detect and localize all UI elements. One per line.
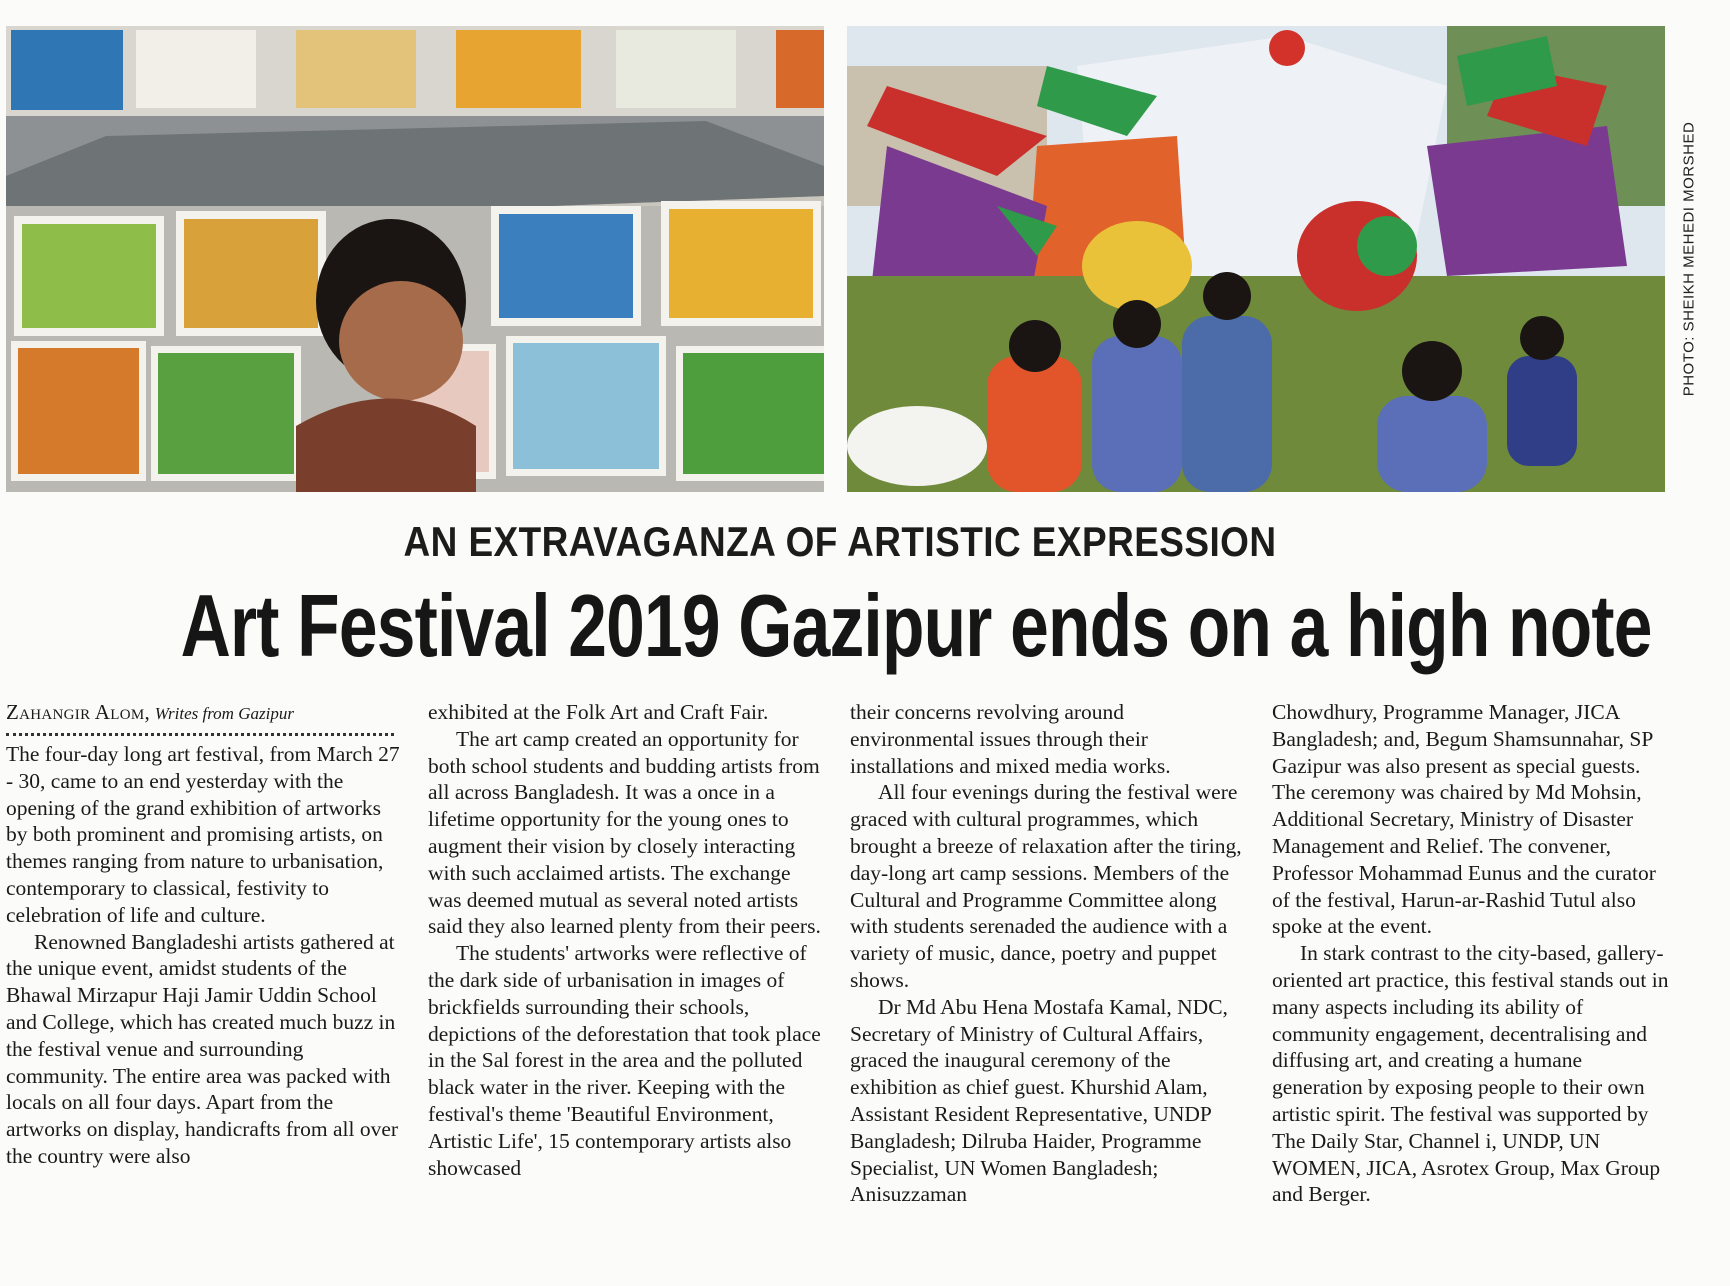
main-headline: Art Festival 2019 Gazipur ends on a high note xyxy=(180,576,1652,675)
author-location: Writes from Gazipur xyxy=(154,704,294,723)
article-column-3 xyxy=(850,699,1250,1208)
article-column-1 xyxy=(6,699,406,1170)
paragraph: The art camp created an opportunity for both school students and budding artists from all across Bangladesh. It was a once in a lifetime opportunity for the young ones to augment their vision by closely interacting with such acclaimed artists. The exchange was deemed mutual as several noted artists said they also learned plenty from their peers. xyxy=(428,726,821,939)
festival-performance-photo-illustration xyxy=(847,26,1665,492)
paragraph: Dr Md Abu Hena Mostafa Kamal, NDC, Secretary of Ministry of Cultural Affairs, graced the inaugural ceremony of the exhibition as chief guest. Khurshid Alam, Assistant Resident Representative, UNDP Bangladesh; Dilruba Haider, Programme Specialist, UN Women Bangladesh; Anisuzzaman xyxy=(850,994,1228,1207)
paragraph: In stark contrast to the city-based, gallery-oriented art practice, this festival stands out in many aspects including its ability of community engagement, decentralising and diffusing art, and creating a humane generation by exposing people to their own artistic spirit. The festival was supported by The Daily Star, Channel i, UNDP, UN WOMEN, JICA, Asrotex Group, Max Group and Berger. xyxy=(1272,941,1669,1207)
paragraph: The students' artworks were reflective of the dark side of urbanisation in images of brickfields surrounding their schools, depictions of the deforestation that took place in the Sal forest in the area and the polluted black water in the river. Keeping with the festival's theme 'Beautiful Environment, Artistic Life', 15 contemporary artists also showcased xyxy=(428,941,821,1180)
paragraph: Renowned Bangladeshi artists gathered at the unique event, amidst students of the Bhawal Mirzapur Haji Jamir Uddin School and College, which has created much buzz in the festival venue and surrounding community. The entire area was packed with locals on all four days. Apart from the artworks on display, handicrafts from all over the country were also xyxy=(6,929,399,1168)
article-body xyxy=(6,699,1676,1244)
kicker-headline: AN EXTRAVAGANZA OF ARTISTIC EXPRESSION xyxy=(403,518,1277,565)
paragraph: exhibited at the Folk Art and Craft Fair. xyxy=(428,700,769,724)
festival-performance-photo xyxy=(847,26,1665,492)
paragraph: All four evenings during the festival were graced with cultural programmes, which brought a breeze of relaxation after the tiring, day-long art camp sessions. Members of the Cultural and Programme Committee along with students serenaded the audience with a variety of music, dance, poetry and puppet shows. xyxy=(850,780,1242,992)
paragraph: their concerns revolving around environmental issues through their installations and mixed media works. xyxy=(850,700,1171,778)
byline xyxy=(6,699,406,727)
photo-credit-text: PHOTO: SHEIKH MEHEDI MORSHED xyxy=(1680,121,1698,397)
exhibition-photo xyxy=(6,26,824,492)
article-column-4 xyxy=(1272,699,1672,1208)
paragraph: Chowdhury, Programme Manager, JICA Bangladesh; and, Begum Shamsunnahar, SP Gazipur was also present as special guests. The ceremony was chaired by Md Mohsin, Additional Secretary, Ministry of Disaster Management and Relief. The convener, Professor Mohammad Eunus and the curator of the festival, Harun-ar-Rashid Tutul also spoke at the event. xyxy=(1272,700,1656,939)
paragraph: The four-day long art festival, from March 27 - 30, came to an end yesterday with the opening of the grand exhibition of artworks by both prominent and promising artists, on themes ranging from nature to urbanisation, contemporary to classical, festivity to celebration of life and culture. xyxy=(6,742,400,927)
article-column-2 xyxy=(428,699,828,1181)
author-name: Zahangir Alom, xyxy=(6,700,151,724)
byline-divider xyxy=(6,733,394,736)
photo-credit xyxy=(1664,26,1714,492)
exhibition-photo-illustration xyxy=(6,26,824,492)
